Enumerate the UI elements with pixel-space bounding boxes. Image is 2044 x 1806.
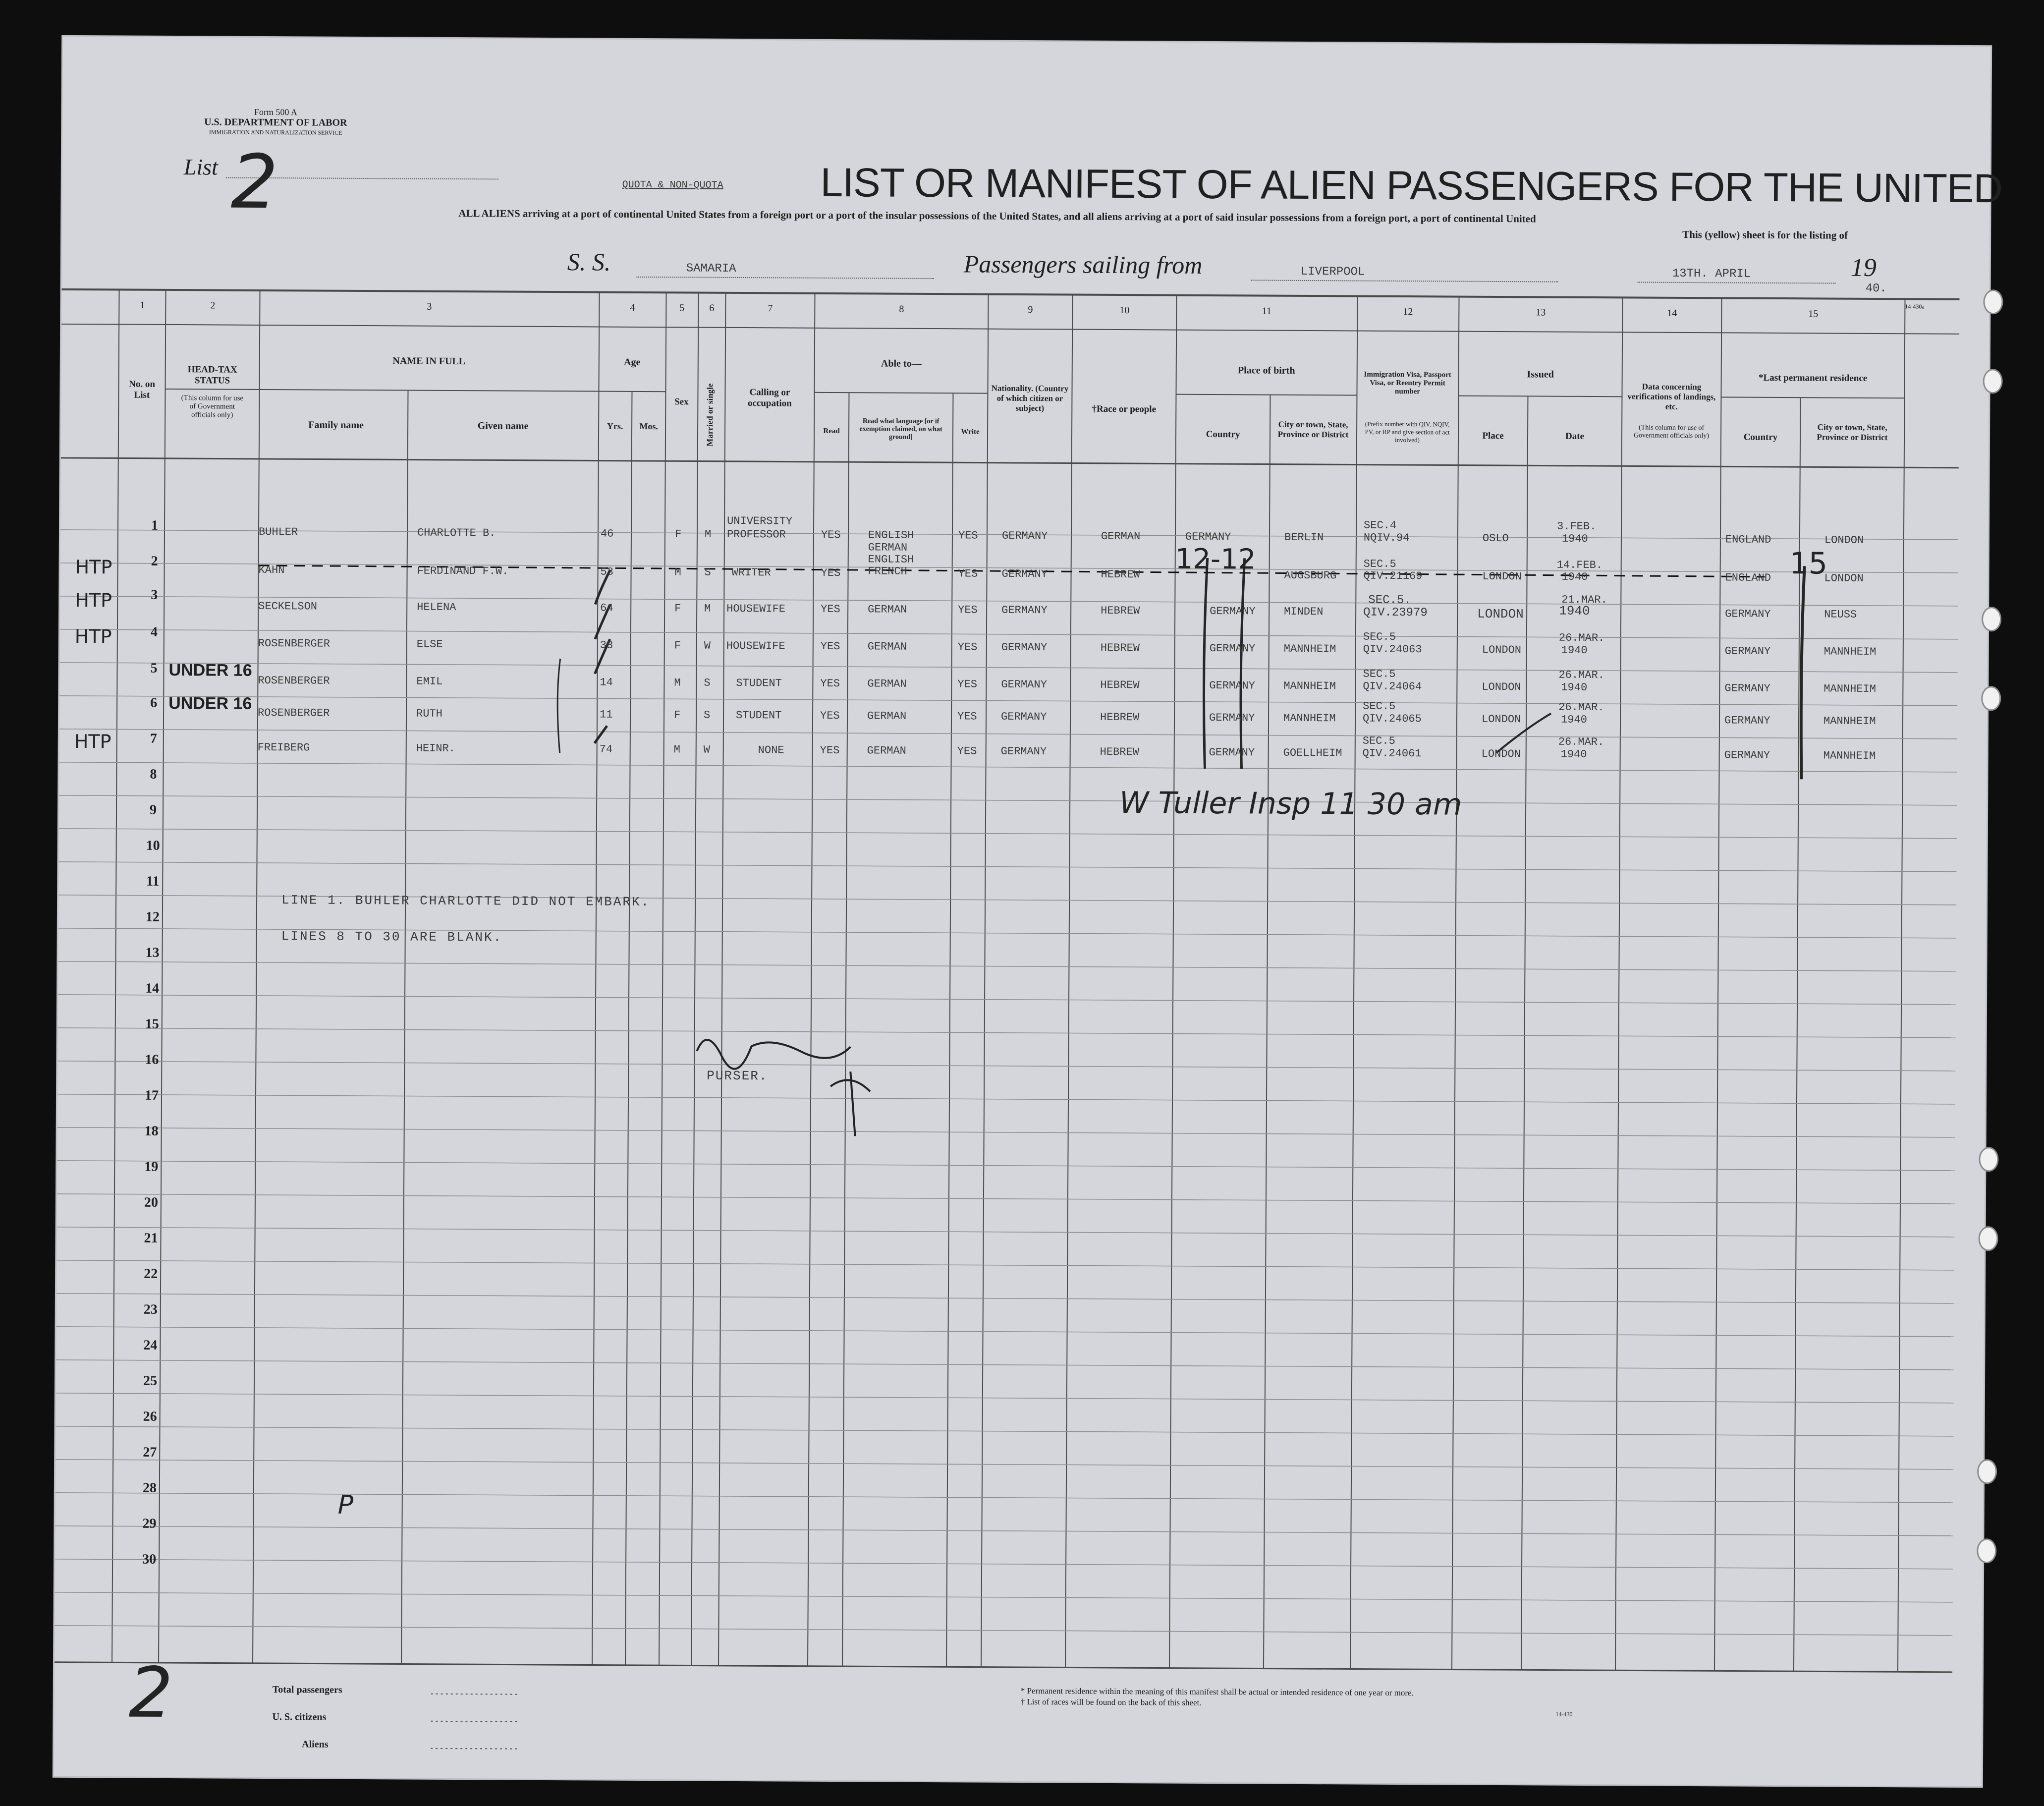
occupation: NONE — [758, 744, 784, 757]
sex: M — [673, 743, 680, 756]
row-number: 14 — [145, 980, 160, 996]
visa-section: SEC.5. — [1368, 593, 1411, 608]
nationality: GERMANY — [1000, 710, 1047, 724]
issued-day: 26.MAR. — [1558, 669, 1604, 682]
birth-country: GERMANY — [1209, 679, 1255, 692]
col-num: 13 — [1536, 307, 1546, 318]
row-number: 21 — [144, 1230, 158, 1246]
can-write: YES — [958, 567, 978, 580]
col-num: 2 — [210, 300, 216, 311]
issued-place: LONDON — [1482, 643, 1522, 657]
family-name: KAHN — [258, 564, 285, 577]
family-name: SECKELSON — [258, 600, 318, 613]
can-write: YES — [957, 745, 977, 758]
col-num: 11 — [1262, 305, 1272, 317]
col-num: 5 — [679, 302, 685, 314]
header-no-on-list: No. on List — [129, 379, 155, 400]
col-num: 6 — [709, 302, 715, 314]
row-number: 2 — [151, 553, 158, 569]
can-read: YES — [821, 566, 841, 580]
can-write: YES — [957, 678, 978, 691]
occupation-line-1: UNIVERSITY — [727, 514, 793, 528]
header-given-name: Given name — [477, 420, 529, 432]
header-place: Place — [1482, 430, 1504, 442]
residence-country: GERMANY — [1725, 608, 1771, 621]
row-number: 29 — [142, 1516, 157, 1531]
occupation: HOUSEWIFE — [726, 602, 786, 616]
sailing-date: 13TH. APRIL — [1672, 267, 1751, 281]
read-language-3: FRENCH — [868, 565, 907, 578]
residence-city: MANNHEIM — [1823, 645, 1877, 659]
birth-country: GERMANY — [1210, 605, 1256, 618]
footnote-races: † List of races will be found on the back of this sheet. — [1020, 1697, 1202, 1707]
issued-day: 26.MAR. — [1558, 631, 1605, 645]
issued-day: 3.FEB. — [1557, 520, 1597, 533]
handwritten-p: P — [337, 1490, 354, 1520]
col-num: 3 — [427, 301, 432, 312]
read-language-2: ENGLISH — [868, 553, 914, 566]
residence-country: ENGLAND — [1725, 571, 1771, 584]
header-verifications: Data concerning verifications of landings, etc. — [1627, 382, 1716, 411]
residence-city: MANNHEIM — [1823, 715, 1876, 728]
can-write: YES — [957, 710, 977, 723]
col-num: 12 — [1403, 306, 1413, 318]
handwritten-mark-12: 12-12 — [1175, 543, 1256, 576]
ship-name: SAMARIA — [686, 262, 736, 276]
nationality: GERMANY — [1000, 745, 1047, 758]
header-family-name: Family name — [308, 419, 364, 431]
col-num: 8 — [899, 303, 904, 315]
header-name-in-full: NAME IN FULL — [392, 355, 466, 367]
can-read: YES — [820, 640, 840, 653]
visa-section: SEC.4 — [1364, 519, 1397, 532]
head-tax-mark: HTP — [75, 589, 112, 612]
row-number: 20 — [144, 1194, 158, 1210]
sex: F — [674, 528, 682, 541]
family-name: ROSENBERGER — [258, 674, 330, 687]
sex: F — [674, 602, 681, 615]
sex: M — [674, 566, 681, 579]
residence-city: LONDON — [1824, 572, 1864, 585]
handwritten-mark-15: 15 — [1789, 546, 1828, 581]
race: GERMAN — [1101, 530, 1141, 543]
read-language: GERMAN — [868, 603, 907, 616]
sex: F — [674, 639, 681, 652]
race: HEBREW — [1100, 745, 1139, 759]
row-number: 13 — [145, 945, 160, 960]
issued-place: LONDON — [1481, 747, 1521, 761]
visa-number: NQIV.94 — [1363, 531, 1410, 545]
header-yrs: Yrs. — [607, 421, 623, 431]
row-number: 5 — [150, 660, 158, 676]
service: IMMIGRATION AND NATURALIZATION SERVICE — [209, 128, 342, 136]
row-number: 15 — [145, 1016, 159, 1032]
header-head-tax-note: (This column for use of Government officials only) — [181, 394, 244, 419]
issued-place: LONDON — [1477, 606, 1524, 622]
handwritten-bottom-mark: 2 — [128, 1652, 173, 1734]
family-name: BUHLER — [258, 525, 298, 539]
header-sex: Sex — [674, 396, 689, 407]
form-number: Form 500 A — [254, 107, 297, 117]
race: HEBREW — [1101, 568, 1140, 581]
can-read: YES — [821, 528, 841, 542]
issued-day: 14.FEB. — [1556, 559, 1603, 572]
age-years: 64 — [600, 602, 613, 615]
read-language: GERMAN — [868, 541, 908, 554]
col-num: 7 — [768, 303, 773, 314]
row-number: 28 — [142, 1480, 157, 1496]
row-number: 1 — [151, 517, 159, 533]
race: HEBREW — [1100, 641, 1140, 655]
can-write: YES — [957, 641, 978, 654]
age-years: 11 — [600, 708, 613, 721]
col-num: 1 — [140, 299, 145, 311]
header-race: †Race or people — [1092, 403, 1157, 415]
year-prefix: 19 — [1850, 253, 1877, 282]
row-number: 30 — [142, 1551, 157, 1567]
read-language: GERMAN — [867, 744, 906, 757]
row-number: 26 — [143, 1409, 157, 1424]
note-blank-lines: LINES 8 TO 30 ARE BLANK. — [281, 929, 503, 945]
race: HEBREW — [1101, 604, 1140, 618]
age-years: 53 — [600, 565, 614, 578]
head-tax-mark: HTP — [75, 556, 112, 578]
list-label: List — [183, 154, 219, 180]
form-title: LIST OR MANIFEST OF ALIEN PASSENGERS FOR THE UNITED — [820, 160, 2003, 212]
row-number: 8 — [150, 766, 157, 782]
birth-country: GERMANY — [1209, 642, 1256, 655]
residence-city: MANNHEIM — [1823, 749, 1876, 763]
row-number: 7 — [150, 731, 157, 746]
header-able-to: Able to— — [881, 358, 922, 369]
issued-place: OSLO — [1482, 532, 1509, 545]
manifest-sheet — [54, 37, 2003, 1786]
nationality: GERMANY — [1001, 529, 1048, 543]
row-number: 23 — [143, 1301, 158, 1317]
issued-place: LONDON — [1482, 680, 1521, 694]
row-number: 27 — [143, 1444, 157, 1460]
form-subtitle: ALL ALIENS arriving at a port of continental United States from a foreign port or a port of the insular possessions of the United States, and all aliens arriving at a port of said insular possessions from a foreign port, a port of continental United — [458, 207, 1536, 225]
head-tax-mark: HTP — [74, 730, 111, 753]
header-last-residence: *Last permanent residence — [1759, 372, 1868, 384]
residence-country: GERMANY — [1724, 714, 1770, 727]
header-nationality: Nationality. (Country of which citizen or subject) — [991, 383, 1069, 413]
birth-city: MANNHEIM — [1283, 679, 1336, 693]
issued-place: LONDON — [1482, 570, 1522, 583]
sailing-label: Passengers sailing from — [963, 250, 1203, 279]
age-years: 46 — [600, 527, 614, 540]
row-number: 10 — [146, 838, 160, 853]
total-passengers-label: Total passengers — [272, 1684, 342, 1695]
small-code: 14-430a — [1905, 303, 1925, 310]
form-subtitle-2: This (yellow) sheet is for the listing of — [1682, 228, 1848, 241]
residence-country: GERMANY — [1724, 645, 1771, 658]
row-number: 12 — [145, 909, 160, 925]
visa-number: QIV.23979 — [1363, 606, 1428, 620]
race: HEBREW — [1100, 678, 1140, 692]
birth-city: MANNHEIM — [1283, 712, 1336, 725]
header-res-country: Country — [1743, 432, 1778, 443]
read-language: GERMAN — [867, 677, 907, 690]
list-number: 2 — [230, 139, 278, 226]
head-tax-mark: HTP — [74, 625, 112, 648]
occupation: STUDENT — [735, 709, 782, 722]
sex: F — [673, 709, 681, 722]
header-write: Write — [961, 428, 980, 436]
occupation: HOUSEWIFE — [726, 639, 785, 653]
nationality: GERMANY — [1001, 641, 1048, 654]
port-name: LIVERPOOL — [1300, 265, 1365, 279]
birth-city: AUGSBURG — [1284, 569, 1337, 582]
purser-label: PURSER. — [707, 1068, 768, 1084]
row-number: 17 — [144, 1087, 159, 1103]
row-number: 24 — [143, 1337, 158, 1353]
nationality: GERMANY — [1001, 567, 1048, 581]
marital-status: M — [704, 528, 712, 541]
birth-city: MANNHEIM — [1283, 642, 1336, 656]
age-years: 38 — [600, 639, 613, 652]
given-name: HEINR. — [416, 742, 455, 755]
nationality: GERMANY — [1001, 604, 1048, 617]
issued-year: 1940 — [1561, 532, 1588, 545]
marital-status: M — [704, 602, 711, 615]
marital-status: S — [704, 677, 711, 689]
given-name: HELENA — [417, 601, 456, 614]
issued-day: 26.MAR. — [1558, 735, 1604, 749]
given-name: FERDINAND F.W. — [417, 564, 509, 578]
residence-country: GERMANY — [1724, 682, 1770, 695]
issued-year: 1940 — [1561, 681, 1588, 694]
birth-city: MINDEN — [1284, 605, 1324, 619]
header-mos: Mos. — [639, 421, 658, 432]
occupation: STUDENT — [736, 677, 782, 690]
row-number: 19 — [144, 1159, 159, 1175]
nationality: GERMANY — [1001, 678, 1047, 691]
row-number: 6 — [150, 695, 158, 711]
visa-number: QIV.24065 — [1362, 712, 1422, 726]
residence-country: ENGLAND — [1725, 533, 1771, 546]
marital-status: S — [703, 709, 711, 722]
can-read: YES — [820, 677, 840, 690]
table-grid — [54, 37, 1990, 1786]
row-number: 11 — [146, 873, 160, 889]
row-number: 3 — [151, 587, 158, 603]
can-write: YES — [958, 604, 978, 617]
header-res-city: City or town, State, Province or District — [1817, 422, 1888, 443]
header-country: Country — [1206, 429, 1240, 440]
header-visa: Immigration Visa, Passport Visa, or Reentry Permit number — [1364, 370, 1451, 396]
head-tax-status: UNDER 16 — [168, 693, 252, 713]
header-read: Read — [823, 427, 840, 436]
can-read: YES — [820, 744, 840, 757]
form-code: 14-430 — [1555, 1710, 1573, 1718]
given-name: CHARLOTTE B. — [417, 526, 496, 540]
header-read-lang: Read what language [or if exemption claimed, on what ground] — [859, 417, 942, 441]
us-citizens-label: U. S. citizens — [272, 1711, 327, 1723]
read-language: ENGLISH — [868, 529, 914, 542]
header-verifications-note: (This column for use of Government officials only) — [1633, 424, 1710, 440]
header-issued: Issued — [1527, 369, 1554, 380]
row-number: 18 — [144, 1123, 159, 1139]
family-name: ROSENBERGER — [258, 706, 330, 720]
birth-city: BERLIN — [1284, 531, 1324, 544]
row-number: 16 — [145, 1052, 159, 1068]
year-suffix: 40. — [1865, 282, 1887, 296]
given-name: EMIL — [416, 675, 443, 688]
row-number: 25 — [143, 1373, 158, 1389]
col-num: 15 — [1808, 308, 1819, 320]
visa-number: QIV.24061 — [1362, 747, 1422, 760]
visa-number: QIV.21169 — [1363, 569, 1423, 583]
row-number: 22 — [144, 1266, 158, 1282]
issued-day: 21.MAR. — [1561, 593, 1607, 607]
given-name: ELSE — [416, 638, 443, 651]
age-years: 74 — [599, 743, 613, 756]
ss-label: S. S. — [567, 248, 611, 276]
can-read: YES — [821, 603, 840, 616]
birth-country: GERMANY — [1209, 746, 1255, 759]
marital-status: W — [703, 743, 710, 756]
issued-year: 1940 — [1560, 713, 1587, 726]
footnote-residence: * Permanent residence within the meaning of this manifest shall be actual or intended residence of one year or more. — [1020, 1686, 1414, 1698]
read-language: GERMAN — [867, 710, 907, 723]
note-line-1: LINE 1. BUHLER CHARLOTTE DID NOT EMBARK. — [281, 893, 651, 910]
header-date: Date — [1565, 431, 1585, 442]
header-calling: Calling or occupation — [747, 387, 792, 409]
birth-country: GERMANY — [1185, 530, 1231, 544]
residence-city: LONDON — [1824, 534, 1864, 547]
sex: M — [674, 677, 681, 689]
header-place-of-birth: Place of birth — [1237, 365, 1295, 376]
residence-country: GERMANY — [1724, 749, 1770, 762]
can-read: YES — [820, 709, 840, 723]
can-write: YES — [958, 529, 978, 542]
age-years: 14 — [600, 676, 613, 689]
header-city: City or town, State, Province or District — [1277, 419, 1349, 440]
family-name: FREIBERG — [257, 741, 310, 754]
marital-status: W — [704, 639, 711, 652]
issued-day: 26.MAR. — [1558, 701, 1604, 714]
inspector-annotation: W Tuller Insp 11 30 am — [1119, 786, 1462, 822]
issued-year: 1940 — [1559, 603, 1590, 619]
visa-section: SEC.5 — [1363, 668, 1396, 680]
head-tax-status: UNDER 16 — [168, 660, 252, 680]
visa-number: QIV.24064 — [1363, 680, 1422, 693]
issued-place: LONDON — [1481, 713, 1521, 726]
occupation: PROFESSOR — [726, 528, 786, 541]
issued-year: 1940 — [1561, 644, 1588, 657]
col-num: 14 — [1667, 307, 1677, 319]
birth-country: GERMANY — [1209, 711, 1255, 725]
header-head-tax: HEAD-TAX STATUS — [187, 364, 237, 386]
visa-number: QIV.24063 — [1363, 643, 1422, 656]
aliens-label: Aliens — [302, 1739, 329, 1750]
race: HEBREW — [1100, 711, 1140, 724]
given-name: RUTH — [416, 707, 442, 720]
birth-city: GOELLHEIM — [1283, 746, 1342, 760]
row-number: 4 — [150, 624, 158, 640]
col-num: 9 — [1028, 304, 1033, 316]
residence-city: MANNHEIM — [1823, 682, 1877, 696]
family-name: ROSENBERGER — [258, 637, 331, 650]
issued-year: 1940 — [1560, 748, 1587, 761]
department: U.S. DEPARTMENT OF LABOR — [204, 116, 347, 128]
read-language: GERMAN — [867, 640, 907, 653]
occupation: WRITER — [731, 566, 771, 579]
header-visa-note: (Prefix number with QIV, NQIV, PV, or RP and give section of act involved) — [1365, 420, 1450, 444]
col-num: 10 — [1119, 305, 1130, 316]
header-age: Age — [624, 356, 641, 368]
residence-city: NEUSS — [1824, 608, 1857, 621]
col-num: 4 — [630, 302, 635, 313]
visa-section: SEC.5 — [1363, 558, 1396, 570]
header-married: Married or single — [705, 383, 715, 447]
row-number: 9 — [149, 802, 157, 818]
issued-year: 1940 — [1561, 570, 1588, 583]
marital-status: S — [704, 566, 711, 579]
visa-section: SEC.5 — [1363, 700, 1396, 713]
visa-section: SEC.5 — [1363, 630, 1396, 643]
quota-label: QUOTA & NON-QUOTA — [622, 179, 723, 191]
visa-section: SEC.5 — [1362, 734, 1395, 747]
